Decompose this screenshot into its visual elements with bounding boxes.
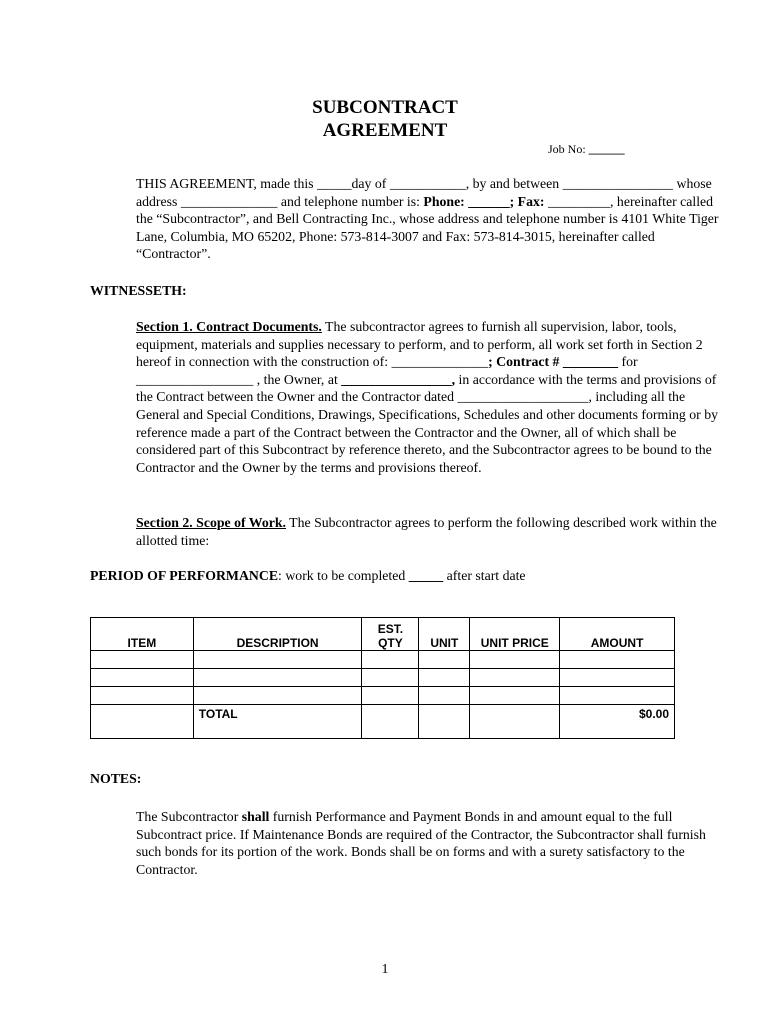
section-1-text-3: , the Owner, at bbox=[253, 371, 342, 387]
day-blank: _____ bbox=[317, 176, 352, 191]
performance-label: PERIOD OF PERFORMANCE bbox=[90, 568, 279, 583]
title-line-1: SUBCONTRACT bbox=[312, 97, 458, 118]
intro-text-3: , by and between bbox=[465, 176, 563, 191]
total-amount: $0.00 bbox=[560, 705, 675, 739]
section-1-text-4: in accordance with the terms and provisions of the Contract between the Owner and the Contractor dated bbox=[136, 371, 717, 405]
notes-text-2: furnish Performance and Payment Bonds in and amount equal to the full Subcontract price. If Maintenance Bonds are required of the Contractor, the Subcontractor shall furnish such bonds for its portion of the work. Bonds shall be on forms and with a surety satisfactory to the Contractor. bbox=[136, 809, 706, 877]
location-blank: ________________, bbox=[341, 371, 456, 387]
fax-label: Fax: bbox=[517, 193, 545, 209]
phone-label: Phone: ______; bbox=[423, 193, 515, 209]
section-2-heading: Section 2. Scope of Work. bbox=[136, 515, 286, 530]
intro-text-2: day of bbox=[351, 176, 390, 191]
header-description: DESCRIPTION bbox=[193, 618, 362, 651]
witnesseth-heading: WITNESSETH: bbox=[90, 283, 187, 298]
table-row bbox=[91, 687, 675, 705]
party-blank: ________________ bbox=[562, 176, 674, 191]
intro-text-1: THIS AGREEMENT, made this bbox=[136, 176, 318, 191]
title-line-2: AGREEMENT bbox=[322, 120, 448, 141]
section-1-text-1: The subcontractor agrees to furnish all supervision, labor, tools, equipment, materials and supplies necessary to perform, and to perform, all work set forth in Section 2 hereof in connection with the construction of: bbox=[136, 319, 703, 370]
notes-shall: shall bbox=[241, 809, 270, 824]
table-header-row bbox=[91, 618, 675, 651]
performance-line bbox=[90, 567, 680, 585]
table-total-row bbox=[91, 705, 675, 739]
header-item: ITEM bbox=[91, 618, 194, 651]
section-1-paragraph bbox=[90, 318, 726, 476]
job-number bbox=[548, 142, 625, 157]
intro-text-5: and telephone number is: bbox=[277, 193, 424, 209]
intro-text-4: whose address bbox=[136, 176, 712, 209]
performance-blank: _____ bbox=[408, 568, 444, 583]
section-1-text-2: for bbox=[618, 354, 638, 370]
notes-text-1: The Subcontractor bbox=[136, 809, 242, 824]
header-unit: UNIT bbox=[419, 618, 470, 651]
intro-text-6: _________, hereinafter called the “Subcontractor”, and Bell Contracting Inc., whose address and telephone number is 4101 White Tiger Lane, Columbia, MO 65202, Phone: 573-814-3007 and Fax: 573-814-3015, hereinafter called “Contractor”. bbox=[136, 193, 719, 262]
section-2-text: The Subcontractor agrees to perform the following described work within the allotted time: bbox=[136, 515, 717, 548]
table-row bbox=[91, 651, 675, 669]
notes-heading: NOTES: bbox=[90, 771, 142, 786]
total-label: TOTAL bbox=[193, 705, 362, 739]
header-amount: AMOUNT bbox=[560, 618, 675, 651]
performance-text-1: : work to be completed bbox=[278, 568, 409, 583]
job-number-label: Job No: bbox=[548, 142, 586, 156]
section-1-heading: Section 1. Contract Documents. bbox=[136, 319, 322, 334]
document-title bbox=[0, 96, 770, 142]
header-unit-price: UNIT PRICE bbox=[470, 618, 560, 651]
header-est-qty-line-2: QTY bbox=[378, 636, 403, 650]
job-number-blank: ______ bbox=[588, 142, 625, 156]
month-blank: ___________ bbox=[389, 176, 466, 191]
notes-paragraph bbox=[90, 808, 726, 878]
header-est-qty bbox=[362, 618, 419, 651]
page-number: 1 bbox=[381, 962, 389, 977]
owner-blank: _________________ bbox=[136, 371, 254, 387]
header-est-qty-line-1: EST. bbox=[377, 622, 404, 636]
project-blank: ______________ bbox=[391, 354, 489, 370]
section-1-text-5: , including all the General and Special Conditions, Drawings, Specifications, Schedules and other documents forming or by reference made a part of the Contract between the Contractor and the Owner, all of which shall be considered part of this Subcontract by reference thereto, and the Subcontractor agrees to be bound to the Contractor and the Owner by the terms and provisions thereof. bbox=[136, 389, 719, 475]
address-blank: ______________ bbox=[180, 193, 278, 209]
performance-text-2: after start date bbox=[443, 568, 526, 583]
table-row bbox=[91, 669, 675, 687]
section-2-paragraph bbox=[90, 514, 726, 549]
items-table bbox=[90, 617, 675, 739]
contract-date-blank: ___________________ bbox=[457, 389, 589, 405]
contract-number-blank: ; Contract # ________ bbox=[488, 354, 619, 370]
intro-paragraph bbox=[90, 175, 726, 263]
